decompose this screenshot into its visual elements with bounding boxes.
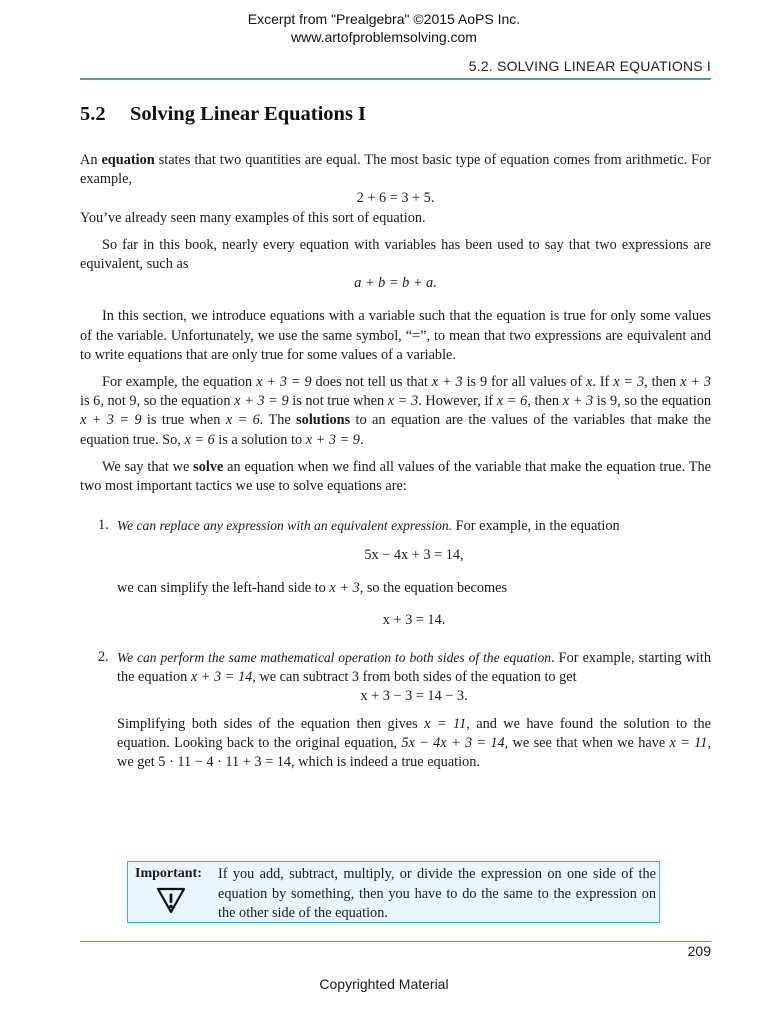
important-callout [127, 861, 660, 923]
term-equation: equation [101, 152, 155, 168]
paragraph: We say that we solve an equation when we find all values of the variable that make the equation true. The two most important tactics we use to solve equations are: [80, 458, 711, 495]
footer-rule [80, 941, 711, 942]
paragraph: An equation states that two quantities are equal. The most basic type of equation comes from arithmetic. For example, [80, 152, 711, 188]
tactics-list [80, 516, 711, 772]
important-text: If you add, subtract, multiply, or divide the expression on one side of the equation by something, then you have to do the same to the expression on the other side of the equation. [218, 866, 656, 921]
term-solve: solve [193, 458, 224, 475]
header-rule [80, 78, 711, 80]
list-item: 1. We can replace any expression with an equivalent expression. For example, in the equation 5x − 4x + 3 = 14, we can simplify the left-hand side to x + 3, so the equation becomes x + 3 = 14. [80, 516, 711, 630]
list-number: 1. [98, 517, 109, 534]
equation-display: x + 3 − 3 = 14 − 3. [360, 688, 468, 705]
list-number: 2. [98, 649, 109, 666]
warning-icon [156, 886, 186, 914]
excerpt-line-1: Excerpt from "Prealgebra" ©2015 AoPS Inc. [247, 11, 521, 27]
copyright-notice: Copyrighted Material [319, 976, 449, 992]
paragraph: For example, the equation x + 3 = 9 does not tell us that x + 3 is 9 for all values of x. If x = 3, then x + 3 is 6, not 9, so the equation x + 3 = 9 is not true when x = 3. However, if x = 6, then x + 3 is 9, so the equation x + 3 = 9 is true when x = 6. The solutions to an equation are the values of the variables that make the equation true. So, x = 6 is a solution to x + 3 = 9. [80, 374, 712, 448]
section-number: 5.2 [80, 103, 106, 125]
excerpt-notice [0, 10, 768, 46]
page-body [80, 151, 711, 772]
page-number: 209 [687, 943, 711, 959]
running-head: 5.2. SOLVING LINEAR EQUATIONS I [468, 58, 711, 74]
equation-display: 2 + 6 = 3 + 5. [356, 190, 435, 207]
equation-display: 5x − 4x + 3 = 14, [364, 547, 464, 564]
paragraph: You’ve already seen many examples of this sort of equation. [80, 209, 426, 226]
equation-display: a + b = b + a. [354, 275, 437, 292]
important-label: Important: [135, 866, 202, 881]
term-solutions: solutions [296, 412, 351, 429]
list-item: 2. We can perform the same mathematical operation to both sides of the equation. For example, starting with the equation x + 3 = 14, we can subtract 3 from both sides of the equation to get x + 3 − 3 = 14 − 3. Simplifying both sides of the equation then gives x = 11, and we have found the solution to the equation. Looking back to the original equation, 5x − 4x + 3 = 14, we see that when we have x = 11, we get 5 · 11 − 4 · 11 + 3 = 14, which is indeed a true equation. [98, 649, 712, 771]
section-title-text: Solving Linear Equations I [130, 103, 367, 125]
paragraph: In this section, we introduce equations with a variable such that the equation is true for only some values of the variable. Unfortunately, we use the same symbol, “=”, to mean that two expressions are equivalent and to write equations that are only true for some values of a variable. [80, 308, 711, 363]
excerpt-url: www.artofproblemsolving.com [291, 29, 477, 45]
equation-display: x + 3 = 14. [382, 611, 446, 628]
section-title [80, 103, 366, 126]
paragraph: So far in this book, nearly every equation with variables has been used to say that two expressions are equivalent, such as [80, 236, 711, 273]
